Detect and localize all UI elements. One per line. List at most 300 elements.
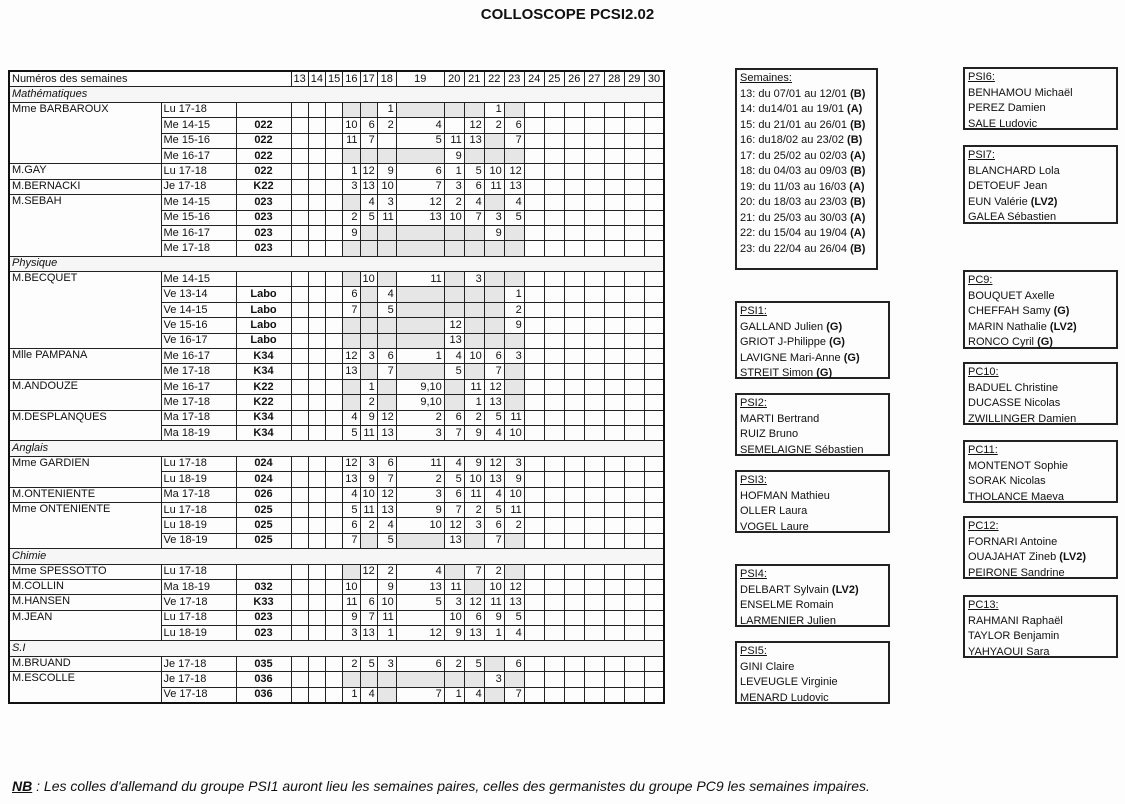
week-cell bbox=[564, 272, 584, 287]
week-cell: 10 bbox=[343, 118, 360, 133]
week-cell bbox=[604, 472, 624, 487]
week-cell bbox=[584, 272, 604, 287]
week-cell: 2 bbox=[396, 410, 444, 425]
slot-time: Me 14-15 bbox=[161, 272, 236, 287]
teacher-name: M.HANSEN bbox=[9, 595, 161, 610]
week-cell bbox=[326, 626, 343, 641]
week-cell: 7 bbox=[464, 210, 484, 225]
week-cell: 11 bbox=[377, 210, 396, 225]
member-name: RAHMANI Raphaël bbox=[968, 614, 1063, 627]
week-cell bbox=[377, 133, 396, 148]
week-cell: 12 bbox=[484, 379, 504, 394]
slot-time: Me 17-18 bbox=[161, 395, 236, 410]
week-cell bbox=[564, 395, 584, 410]
week-cell: 6 bbox=[484, 518, 504, 533]
room: 025 bbox=[236, 533, 291, 548]
week-cell bbox=[343, 395, 360, 410]
week-cell bbox=[291, 472, 308, 487]
week-cell bbox=[624, 472, 644, 487]
week-date-line bbox=[740, 164, 873, 180]
week-cell bbox=[624, 610, 644, 625]
week-cell: 10 bbox=[484, 579, 504, 594]
week-cell bbox=[604, 595, 624, 610]
week-cell: 11 bbox=[360, 502, 377, 517]
week-cell bbox=[524, 579, 544, 594]
member-name: LAVIGNE Mari-Anne bbox=[740, 351, 844, 364]
slot-time: Lu 17-18 bbox=[161, 102, 236, 117]
week-cell bbox=[291, 210, 308, 225]
group-member bbox=[740, 614, 885, 630]
week-cell bbox=[644, 395, 664, 410]
member-tag: (G) bbox=[826, 320, 843, 333]
week-cell bbox=[564, 118, 584, 133]
group-title: PC11: bbox=[968, 444, 998, 456]
group-title: PSI7: bbox=[968, 149, 995, 161]
week-cell: 2 bbox=[504, 518, 524, 533]
week-cell: 1 bbox=[484, 626, 504, 641]
week-cell bbox=[624, 133, 644, 148]
week-cell bbox=[644, 364, 664, 379]
week-cell: 9 bbox=[484, 610, 504, 625]
week-cell bbox=[544, 472, 564, 487]
week-cell bbox=[544, 364, 564, 379]
slot-time: Ve 15-16 bbox=[161, 318, 236, 333]
week-cell bbox=[291, 672, 308, 687]
week-cell bbox=[544, 518, 564, 533]
member-name: BOUQUET Axelle bbox=[968, 289, 1055, 302]
week-ab-tag: (A) bbox=[849, 180, 865, 193]
group-member bbox=[968, 629, 1113, 645]
week-cell: 9 bbox=[464, 456, 484, 471]
week-cell bbox=[360, 302, 377, 317]
room: 023 bbox=[236, 225, 291, 240]
group-title: PC12: bbox=[968, 520, 999, 532]
week-date-line bbox=[740, 87, 873, 103]
week-cell bbox=[308, 195, 325, 210]
week-cell: 9 bbox=[504, 318, 524, 333]
week-cell bbox=[308, 241, 325, 256]
group-member bbox=[740, 351, 885, 367]
week-cell bbox=[544, 195, 564, 210]
week-cell: 11 bbox=[504, 502, 524, 517]
slot-time: Me 16-17 bbox=[161, 379, 236, 394]
week-cell bbox=[308, 179, 325, 194]
member-tag: (G) bbox=[829, 336, 845, 348]
week-cell bbox=[326, 287, 343, 302]
week-cell bbox=[308, 318, 325, 333]
member-tag: (LV2) bbox=[1030, 195, 1058, 208]
member-name: FORNARI Antoine bbox=[968, 535, 1058, 548]
week-cell bbox=[377, 318, 396, 333]
week-cell bbox=[544, 318, 564, 333]
week-cell bbox=[377, 241, 396, 256]
week-date-line bbox=[740, 195, 873, 211]
week-cell: 11 bbox=[343, 133, 360, 148]
week-cell bbox=[504, 333, 524, 348]
group-member bbox=[968, 490, 1113, 506]
room: 022 bbox=[236, 148, 291, 163]
week-cell bbox=[291, 241, 308, 256]
group-title: PSI1: bbox=[740, 305, 767, 317]
week-cell: 7 bbox=[464, 564, 484, 579]
week-cell bbox=[308, 487, 325, 502]
week-cell bbox=[360, 241, 377, 256]
teacher-name: M.SEBAH bbox=[9, 195, 161, 257]
week-cell bbox=[377, 225, 396, 240]
week-cell bbox=[464, 533, 484, 548]
week-cell bbox=[308, 472, 325, 487]
week-cell bbox=[291, 349, 308, 364]
room bbox=[236, 102, 291, 117]
week-cell bbox=[308, 272, 325, 287]
week-cell bbox=[308, 626, 325, 641]
week-cell: 9 bbox=[396, 502, 444, 517]
week-cell bbox=[564, 502, 584, 517]
week-date-line bbox=[740, 149, 873, 165]
member-name: GALLAND Julien bbox=[740, 320, 827, 333]
week-cell: 6 bbox=[396, 656, 444, 671]
week-cell bbox=[564, 487, 584, 502]
week-cell bbox=[396, 287, 444, 302]
week-cell: 5 bbox=[377, 533, 396, 548]
week-ab-tag: (B) bbox=[850, 165, 866, 177]
week-cell bbox=[484, 656, 504, 671]
section-row bbox=[9, 641, 664, 656]
week-cell bbox=[584, 364, 604, 379]
week-number: 19 bbox=[396, 71, 444, 87]
week-cell bbox=[504, 102, 524, 117]
week-cell bbox=[464, 302, 484, 317]
week-cell bbox=[604, 349, 624, 364]
room: K22 bbox=[236, 395, 291, 410]
week-cell bbox=[564, 425, 584, 440]
week-date-range: 19: du 11/03 au 16/03 bbox=[740, 180, 850, 193]
week-cell bbox=[524, 241, 544, 256]
week-cell: 6 bbox=[504, 656, 524, 671]
week-cell bbox=[291, 287, 308, 302]
group-member bbox=[968, 614, 1113, 630]
room: 025 bbox=[236, 518, 291, 533]
week-cell bbox=[644, 425, 664, 440]
teacher-name: M.COLLIN bbox=[9, 579, 161, 594]
week-cell: 10 bbox=[396, 518, 444, 533]
group-member bbox=[740, 504, 885, 520]
week-cell: 1 bbox=[377, 102, 396, 117]
room: 023 bbox=[236, 210, 291, 225]
week-date-range: 17: du 25/02 au 02/03 bbox=[740, 149, 851, 162]
week-cell bbox=[308, 502, 325, 517]
week-cell bbox=[326, 333, 343, 348]
group-box bbox=[735, 393, 890, 456]
week-cell bbox=[584, 656, 604, 671]
table-row bbox=[9, 195, 664, 210]
week-cell: 12 bbox=[444, 518, 464, 533]
week-cell: 10 bbox=[504, 425, 524, 440]
week-cell bbox=[604, 687, 624, 703]
week-cell bbox=[484, 333, 504, 348]
week-cell bbox=[604, 656, 624, 671]
member-name: RONCO Cyril bbox=[968, 336, 1038, 348]
week-cell bbox=[504, 533, 524, 548]
slot-time: Lu 17-18 bbox=[161, 502, 236, 517]
week-cell bbox=[524, 287, 544, 302]
week-cell bbox=[396, 148, 444, 163]
week-date-range: 21: du 25/03 au 30/03 bbox=[740, 211, 851, 224]
week-cell bbox=[564, 302, 584, 317]
week-cell bbox=[504, 225, 524, 240]
section-row bbox=[9, 256, 664, 271]
member-name: MARTI Bertrand bbox=[740, 412, 820, 425]
week-number: 30 bbox=[644, 71, 664, 87]
week-date-line bbox=[740, 133, 873, 149]
week-cell bbox=[504, 395, 524, 410]
week-cell bbox=[524, 179, 544, 194]
week-cell bbox=[524, 487, 544, 502]
week-cell bbox=[524, 472, 544, 487]
week-cell bbox=[484, 195, 504, 210]
week-cell bbox=[524, 656, 544, 671]
group-member bbox=[968, 459, 1113, 475]
week-cell bbox=[291, 118, 308, 133]
week-number: 22 bbox=[484, 71, 504, 87]
week-cell: 5 bbox=[464, 164, 484, 179]
group-member bbox=[968, 645, 1113, 661]
week-cell bbox=[291, 179, 308, 194]
teacher-name: M.DESPLANQUES bbox=[9, 410, 161, 441]
week-cell bbox=[308, 410, 325, 425]
slot-time: Me 17-18 bbox=[161, 364, 236, 379]
slot-time: Ve 16-17 bbox=[161, 333, 236, 348]
week-cell bbox=[343, 272, 360, 287]
slot-time: Ma 18-19 bbox=[161, 579, 236, 594]
week-cell bbox=[544, 148, 564, 163]
week-cell bbox=[464, 102, 484, 117]
week-cell bbox=[564, 195, 584, 210]
week-cell: 6 bbox=[444, 487, 464, 502]
group-box bbox=[735, 301, 890, 379]
week-cell: 3 bbox=[444, 179, 464, 194]
week-cell: 5 bbox=[396, 595, 444, 610]
week-cell: 5 bbox=[484, 410, 504, 425]
week-cell bbox=[604, 179, 624, 194]
table-row bbox=[9, 595, 664, 610]
week-cell: 7 bbox=[343, 302, 360, 317]
group-box bbox=[735, 641, 890, 704]
week-cell: 3 bbox=[464, 272, 484, 287]
week-cell bbox=[464, 333, 484, 348]
week-cell bbox=[360, 333, 377, 348]
week-cell bbox=[504, 564, 524, 579]
week-cell bbox=[604, 210, 624, 225]
week-number: 27 bbox=[584, 71, 604, 87]
table-row bbox=[9, 164, 664, 179]
room bbox=[236, 272, 291, 287]
week-cell: 13 bbox=[484, 395, 504, 410]
week-cell bbox=[544, 379, 564, 394]
week-cell bbox=[584, 302, 604, 317]
week-cell: 4 bbox=[464, 195, 484, 210]
week-cell bbox=[308, 595, 325, 610]
week-cell bbox=[604, 395, 624, 410]
week-cell bbox=[308, 118, 325, 133]
week-cell bbox=[326, 302, 343, 317]
group-box bbox=[735, 470, 890, 533]
week-cell: 9,10 bbox=[396, 395, 444, 410]
week-cell: 4 bbox=[464, 687, 484, 703]
slot-time: Lu 17-18 bbox=[161, 564, 236, 579]
group-member bbox=[968, 210, 1113, 226]
room: K34 bbox=[236, 349, 291, 364]
week-cell: 13 bbox=[484, 472, 504, 487]
week-cell: 4 bbox=[444, 349, 464, 364]
room: 023 bbox=[236, 241, 291, 256]
room: K22 bbox=[236, 179, 291, 194]
week-cell bbox=[524, 148, 544, 163]
week-cell bbox=[524, 102, 544, 117]
member-name: RUIZ Bruno bbox=[740, 428, 799, 440]
week-cell bbox=[564, 179, 584, 194]
week-cell bbox=[360, 533, 377, 548]
week-cell: 6 bbox=[484, 349, 504, 364]
table-row bbox=[9, 564, 664, 579]
week-cell bbox=[504, 364, 524, 379]
member-name: GRIOT J-Philippe bbox=[740, 336, 830, 348]
week-cell: 9 bbox=[360, 410, 377, 425]
week-cell bbox=[504, 672, 524, 687]
week-cell: 7 bbox=[484, 533, 504, 548]
week-cell bbox=[624, 318, 644, 333]
week-cell bbox=[326, 349, 343, 364]
week-cell bbox=[291, 687, 308, 703]
week-cell bbox=[584, 579, 604, 594]
week-cell bbox=[464, 225, 484, 240]
week-cell: 13 bbox=[360, 626, 377, 641]
week-number: 26 bbox=[564, 71, 584, 87]
week-cell bbox=[291, 379, 308, 394]
room: 036 bbox=[236, 672, 291, 687]
group-box bbox=[963, 67, 1118, 130]
week-cell bbox=[326, 456, 343, 471]
week-cell: 4 bbox=[377, 518, 396, 533]
group-member bbox=[968, 179, 1113, 195]
group-member bbox=[968, 117, 1113, 133]
teacher-name: Mme GARDIEN bbox=[9, 456, 161, 487]
week-cell bbox=[343, 672, 360, 687]
week-cell bbox=[343, 333, 360, 348]
week-cell: 2 bbox=[360, 518, 377, 533]
week-cell: 3 bbox=[360, 349, 377, 364]
group-member bbox=[968, 195, 1113, 211]
week-cell bbox=[624, 287, 644, 302]
week-cell bbox=[484, 287, 504, 302]
group-title: PSI2: bbox=[740, 397, 767, 409]
group-member bbox=[968, 474, 1113, 490]
week-cell: 4 bbox=[504, 626, 524, 641]
week-cell bbox=[584, 225, 604, 240]
week-cell bbox=[308, 656, 325, 671]
week-cell: 3 bbox=[377, 195, 396, 210]
teacher-name: M.BRUAND bbox=[9, 656, 161, 671]
week-cell bbox=[504, 148, 524, 163]
room bbox=[236, 564, 291, 579]
week-cell bbox=[326, 195, 343, 210]
group-box bbox=[963, 595, 1118, 658]
week-cell bbox=[644, 133, 664, 148]
week-date-range: 22: du 15/04 au 19/04 bbox=[740, 227, 851, 239]
week-number: 16 bbox=[343, 71, 360, 87]
week-cell bbox=[584, 133, 604, 148]
week-cell bbox=[604, 579, 624, 594]
week-ab-tag: (B) bbox=[850, 196, 866, 208]
week-cell bbox=[564, 533, 584, 548]
week-cell bbox=[291, 318, 308, 333]
week-cell bbox=[444, 102, 464, 117]
week-cell: 6 bbox=[360, 118, 377, 133]
table-row bbox=[9, 656, 664, 671]
week-cell: 6 bbox=[504, 118, 524, 133]
week-cell: 6 bbox=[444, 410, 464, 425]
group-member bbox=[740, 520, 885, 536]
week-cell bbox=[644, 456, 664, 471]
group-box bbox=[963, 145, 1118, 224]
member-tag: (G) bbox=[843, 351, 860, 364]
room: 024 bbox=[236, 472, 291, 487]
member-name: DETOEUF Jean bbox=[968, 180, 1048, 192]
week-cell bbox=[624, 225, 644, 240]
week-cell: 5 bbox=[444, 364, 464, 379]
week-cell bbox=[564, 333, 584, 348]
week-cell bbox=[604, 626, 624, 641]
week-cell bbox=[326, 164, 343, 179]
group-box bbox=[963, 440, 1118, 503]
week-cell bbox=[644, 564, 664, 579]
week-cell: 13 bbox=[343, 364, 360, 379]
week-date-range: 23: du 22/04 au 26/04 bbox=[740, 242, 851, 255]
week-cell bbox=[291, 564, 308, 579]
week-cell: 13 bbox=[464, 133, 484, 148]
week-cell bbox=[584, 502, 604, 517]
week-cell bbox=[604, 610, 624, 625]
week-cell: 6 bbox=[360, 595, 377, 610]
week-cell: 5 bbox=[504, 610, 524, 625]
week-cell bbox=[604, 118, 624, 133]
week-number: 14 bbox=[308, 71, 325, 87]
room: 032 bbox=[236, 579, 291, 594]
week-cell: 2 bbox=[360, 395, 377, 410]
week-cell bbox=[584, 118, 604, 133]
week-cell bbox=[464, 241, 484, 256]
week-cell bbox=[624, 333, 644, 348]
week-header-row bbox=[9, 71, 664, 87]
table-row bbox=[9, 502, 664, 517]
week-cell: 1 bbox=[360, 379, 377, 394]
group-member bbox=[740, 320, 885, 336]
table-row bbox=[9, 379, 664, 394]
week-cell bbox=[524, 533, 544, 548]
week-date-line bbox=[740, 118, 873, 134]
week-cell bbox=[544, 502, 564, 517]
group-title: PC10: bbox=[968, 366, 999, 378]
week-ab-tag: (B) bbox=[847, 134, 863, 146]
week-cell bbox=[326, 241, 343, 256]
slot-time: Ve 17-18 bbox=[161, 595, 236, 610]
section-title: Physique bbox=[9, 256, 664, 271]
week-cell bbox=[624, 195, 644, 210]
slot-time: Me 14-15 bbox=[161, 195, 236, 210]
slot-time: Me 15-16 bbox=[161, 133, 236, 148]
room: 023 bbox=[236, 195, 291, 210]
group-title: PSI4: bbox=[740, 568, 767, 580]
